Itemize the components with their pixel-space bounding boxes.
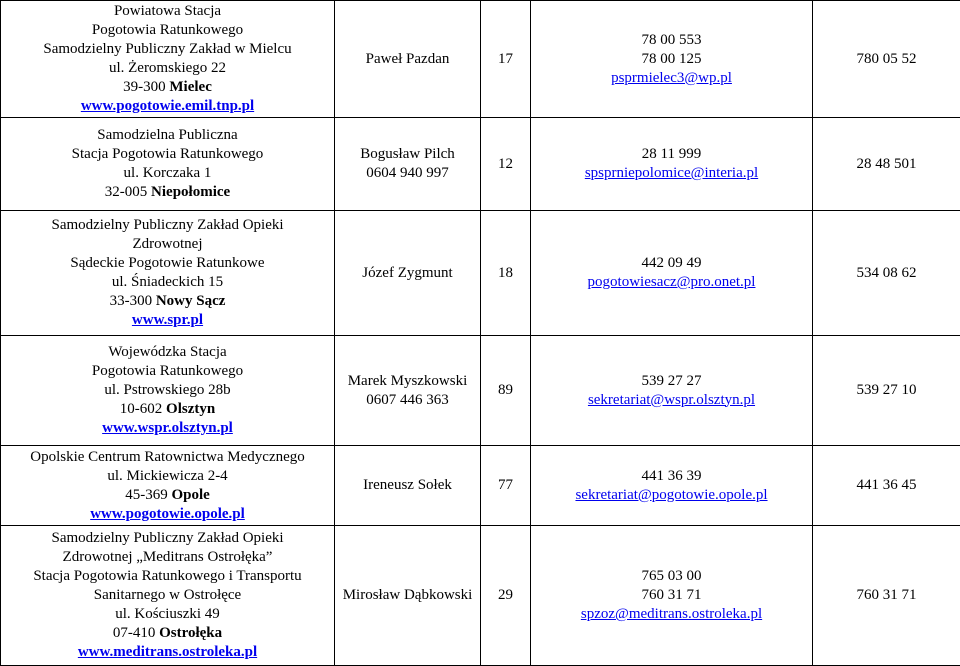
director-name: Józef Zygmunt bbox=[337, 264, 478, 283]
city-name: Ostrołęka bbox=[159, 625, 222, 641]
phone-number: 539 27 27 bbox=[533, 372, 810, 391]
fax-cell: 441 36 45 bbox=[813, 446, 960, 526]
postal-code: 33-300 bbox=[110, 293, 153, 309]
email-link[interactable]: pogotowiesacz@pro.onet.pl bbox=[533, 273, 810, 292]
postal-city-line bbox=[3, 183, 332, 202]
organization-cell bbox=[1, 526, 335, 666]
director-cell bbox=[335, 118, 481, 211]
count-cell: 17 bbox=[481, 1, 531, 118]
organization-line: Zdrowotnej „Meditrans Ostrołęka” bbox=[3, 548, 332, 567]
contact-cell bbox=[531, 1, 813, 118]
table-row bbox=[1, 118, 960, 211]
organization-line: ul. Pstrowskiego 28b bbox=[3, 381, 332, 400]
organization-line: Pogotowia Ratunkowego bbox=[3, 21, 332, 40]
postal-code: 07-410 bbox=[113, 625, 156, 641]
organization-line: Pogotowia Ratunkowego bbox=[3, 362, 332, 381]
organization-line: Wojewódzka Stacja bbox=[3, 343, 332, 362]
postal-city-line bbox=[3, 292, 332, 311]
director-name: Ireneusz Sołek bbox=[337, 476, 478, 495]
website-link[interactable]: www.pogotowie.emil.tnp.pl bbox=[3, 97, 332, 116]
director-cell bbox=[335, 1, 481, 118]
count-cell: 18 bbox=[481, 211, 531, 336]
count-cell: 77 bbox=[481, 446, 531, 526]
organization-line: Stacja Pogotowia Ratunkowego i Transportu bbox=[3, 567, 332, 586]
organization-cell bbox=[1, 211, 335, 336]
director-name: Marek Myszkowski bbox=[337, 372, 478, 391]
contact-cell bbox=[531, 446, 813, 526]
director-cell bbox=[335, 211, 481, 336]
email-link[interactable]: spzoz@meditrans.ostroleka.pl bbox=[533, 605, 810, 624]
director-cell bbox=[335, 526, 481, 666]
table-row bbox=[1, 526, 960, 666]
organization-line: Stacja Pogotowia Ratunkowego bbox=[3, 145, 332, 164]
organization-cell bbox=[1, 1, 335, 118]
count-cell: 12 bbox=[481, 118, 531, 211]
organization-line: Samodzielny Publiczny Zakład w Mielcu bbox=[3, 40, 332, 59]
table-body bbox=[1, 1, 960, 666]
phone-number: 442 09 49 bbox=[533, 254, 810, 273]
organization-line: ul. Kościuszki 49 bbox=[3, 605, 332, 624]
fax-cell: 760 31 71 bbox=[813, 526, 960, 666]
director-name: Paweł Pazdan bbox=[337, 50, 478, 69]
director-name: Mirosław Dąbkowski bbox=[337, 586, 478, 605]
organization-line: Samodzielna Publiczna bbox=[3, 126, 332, 145]
organization-cell bbox=[1, 336, 335, 446]
postal-code: 10-602 bbox=[120, 401, 163, 417]
city-name: Niepołomice bbox=[151, 184, 230, 200]
table-row bbox=[1, 446, 960, 526]
postal-code: 45-369 bbox=[125, 487, 168, 503]
table-row bbox=[1, 211, 960, 336]
phone-number: 760 31 71 bbox=[533, 586, 810, 605]
contact-cell bbox=[531, 526, 813, 666]
fax-cell: 780 05 52 bbox=[813, 1, 960, 118]
email-link[interactable]: sekretariat@wspr.olsztyn.pl bbox=[533, 391, 810, 410]
fax-cell: 539 27 10 bbox=[813, 336, 960, 446]
count-cell: 89 bbox=[481, 336, 531, 446]
website-link[interactable]: www.wspr.olsztyn.pl bbox=[3, 419, 332, 438]
city-name: Mielec bbox=[169, 79, 211, 95]
director-phone: 0607 446 363 bbox=[337, 391, 478, 410]
organization-cell bbox=[1, 446, 335, 526]
email-link[interactable]: psprmielec3@wp.pl bbox=[533, 69, 810, 88]
postal-city-line bbox=[3, 78, 332, 97]
phone-number: 28 11 999 bbox=[533, 145, 810, 164]
postal-code: 39-300 bbox=[123, 79, 166, 95]
postal-city-line bbox=[3, 624, 332, 643]
contact-cell bbox=[531, 118, 813, 211]
phone-number: 78 00 125 bbox=[533, 50, 810, 69]
organization-line: Sądeckie Pogotowie Ratunkowe bbox=[3, 254, 332, 273]
director-cell bbox=[335, 446, 481, 526]
table-row bbox=[1, 336, 960, 446]
postal-city-line bbox=[3, 400, 332, 419]
email-link[interactable]: sekretariat@pogotowie.opole.pl bbox=[533, 486, 810, 505]
website-link[interactable]: www.pogotowie.opole.pl bbox=[3, 505, 332, 524]
organization-line: ul. Mickiewicza 2-4 bbox=[3, 467, 332, 486]
contact-cell bbox=[531, 336, 813, 446]
organization-line: ul. Żeromskiego 22 bbox=[3, 59, 332, 78]
organization-line: Samodzielny Publiczny Zakład Opieki bbox=[3, 529, 332, 548]
city-name: Opole bbox=[171, 487, 209, 503]
website-link[interactable]: www.spr.pl bbox=[3, 311, 332, 330]
organization-line: Powiatowa Stacja bbox=[3, 2, 332, 21]
phone-number: 765 03 00 bbox=[533, 567, 810, 586]
count-cell: 29 bbox=[481, 526, 531, 666]
director-cell bbox=[335, 336, 481, 446]
postal-city-line bbox=[3, 486, 332, 505]
director-phone: 0604 940 997 bbox=[337, 164, 478, 183]
organization-line: Samodzielny Publiczny Zakład Opieki bbox=[3, 216, 332, 235]
phone-number: 78 00 553 bbox=[533, 31, 810, 50]
city-name: Olsztyn bbox=[166, 401, 215, 417]
organization-line: Opolskie Centrum Ratownictwa Medycznego bbox=[3, 448, 332, 467]
contact-cell bbox=[531, 211, 813, 336]
organization-line: ul. Korczaka 1 bbox=[3, 164, 332, 183]
director-name: Bogusław Pilch bbox=[337, 145, 478, 164]
fax-cell: 534 08 62 bbox=[813, 211, 960, 336]
postal-code: 32-005 bbox=[105, 184, 148, 200]
phone-number: 441 36 39 bbox=[533, 467, 810, 486]
organization-line: Zdrowotnej bbox=[3, 235, 332, 254]
organization-line: ul. Śniadeckich 15 bbox=[3, 273, 332, 292]
fax-cell: 28 48 501 bbox=[813, 118, 960, 211]
city-name: Nowy Sącz bbox=[156, 293, 226, 309]
organization-line: Sanitarnego w Ostrołęce bbox=[3, 586, 332, 605]
email-link[interactable]: spsprniepolomice@interia.pl bbox=[533, 164, 810, 183]
table-row bbox=[1, 1, 960, 118]
organization-cell bbox=[1, 118, 335, 211]
website-link[interactable]: www.meditrans.ostroleka.pl bbox=[3, 643, 332, 662]
